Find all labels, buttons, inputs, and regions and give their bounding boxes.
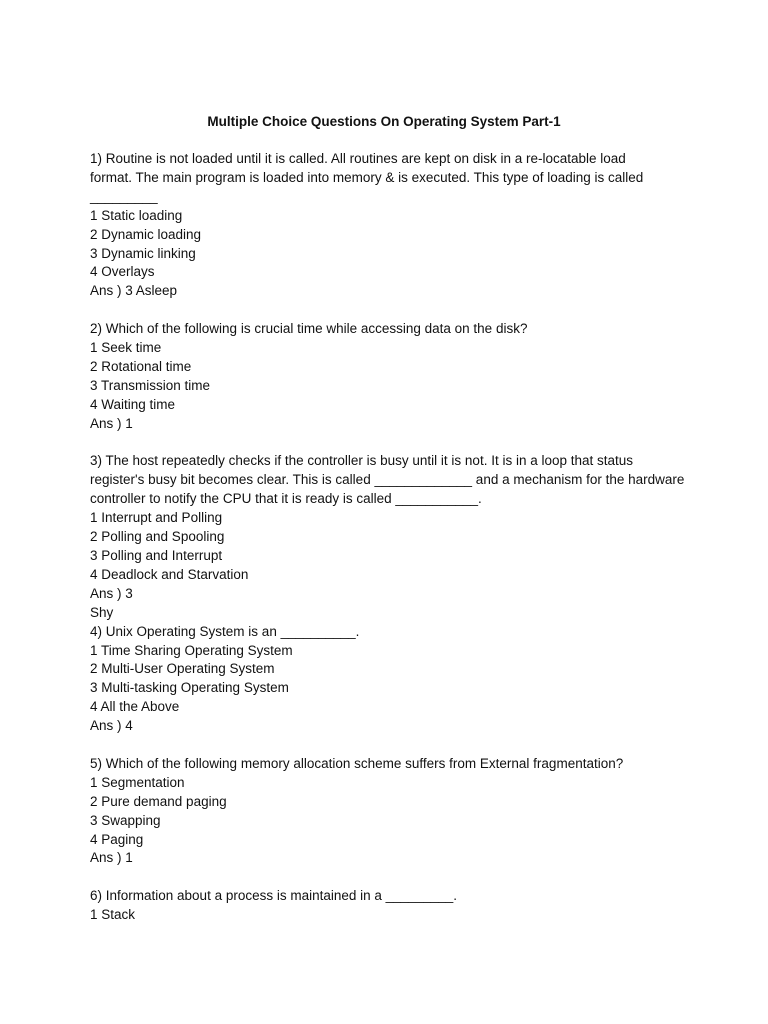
option: 2 Dynamic loading [90,226,202,242]
answer: Ans ) 1 [90,415,133,431]
question-text: format. The main program is loaded into memory & is executed. This type of loading is called [90,169,644,185]
question-text: 4) Unix Operating System is an __________. [90,623,360,639]
question-list [90,150,690,925]
option: 2 Rotational time [90,358,192,374]
option: 1 Seek time [90,340,162,356]
spacer [90,736,690,755]
question-text: 3) The host repeatedly checks if the controller is busy until it is not. It is in a loop that status [90,453,634,469]
question-text: 6) Information about a process is maintained in a _________. [90,888,457,904]
spacer [90,434,690,453]
question-4 [90,623,690,736]
option: 4 Waiting time [90,396,176,412]
option: 3 Dynamic linking [90,245,196,261]
question-text: 5) Which of the following memory allocation scheme suffers from External fragmentation? [90,755,624,771]
question-text: controller to notify the CPU that it is ready is called ___________. [90,491,482,507]
option: 4 Deadlock and Starvation [90,566,249,582]
question-2 [90,320,690,433]
answer: Ans ) 4 [90,718,133,734]
option: 4 All the Above [90,699,180,715]
question-6 [90,887,690,925]
option: 1 Stack [90,907,136,923]
question-text: 2) Which of the following is crucial time while accessing data on the disk? [90,321,528,337]
option: 3 Transmission time [90,377,211,393]
answer: Ans ) 1 [90,850,133,866]
stray-text: Shy [90,604,114,620]
option: 1 Time Sharing Operating System [90,642,293,658]
option: 4 Paging [90,831,144,847]
spacer [90,868,690,887]
question-3 [90,452,690,622]
option: 2 Polling and Spooling [90,529,225,545]
option: 1 Interrupt and Polling [90,510,223,526]
option: 3 Swapping [90,812,161,828]
option: 3 Polling and Interrupt [90,548,223,563]
question-blank: _________ [90,188,158,204]
question-5 [90,755,690,868]
option: 4 Overlays [90,264,155,280]
option: 1 Segmentation [90,774,185,790]
question-text: 1) Routine is not loaded until it is called. All routines are kept on disk in a re-locatable load [90,151,626,166]
question-text: register's busy bit becomes clear. This is called _____________ and a mechanism for the hardware [90,472,685,488]
answer: Ans ) 3 [90,585,133,601]
page-title: Multiple Choice Questions On Operating System Part-1 [207,114,561,129]
option: 1 Static loading [90,207,183,223]
option: 2 Pure demand paging [90,793,227,809]
option: 3 Multi-tasking Operating System [90,680,289,696]
option: 2 Multi-User Operating System [90,661,275,677]
spacer [90,301,690,320]
answer: Ans ) 3 Asleep [90,283,178,299]
question-1 [90,150,690,301]
